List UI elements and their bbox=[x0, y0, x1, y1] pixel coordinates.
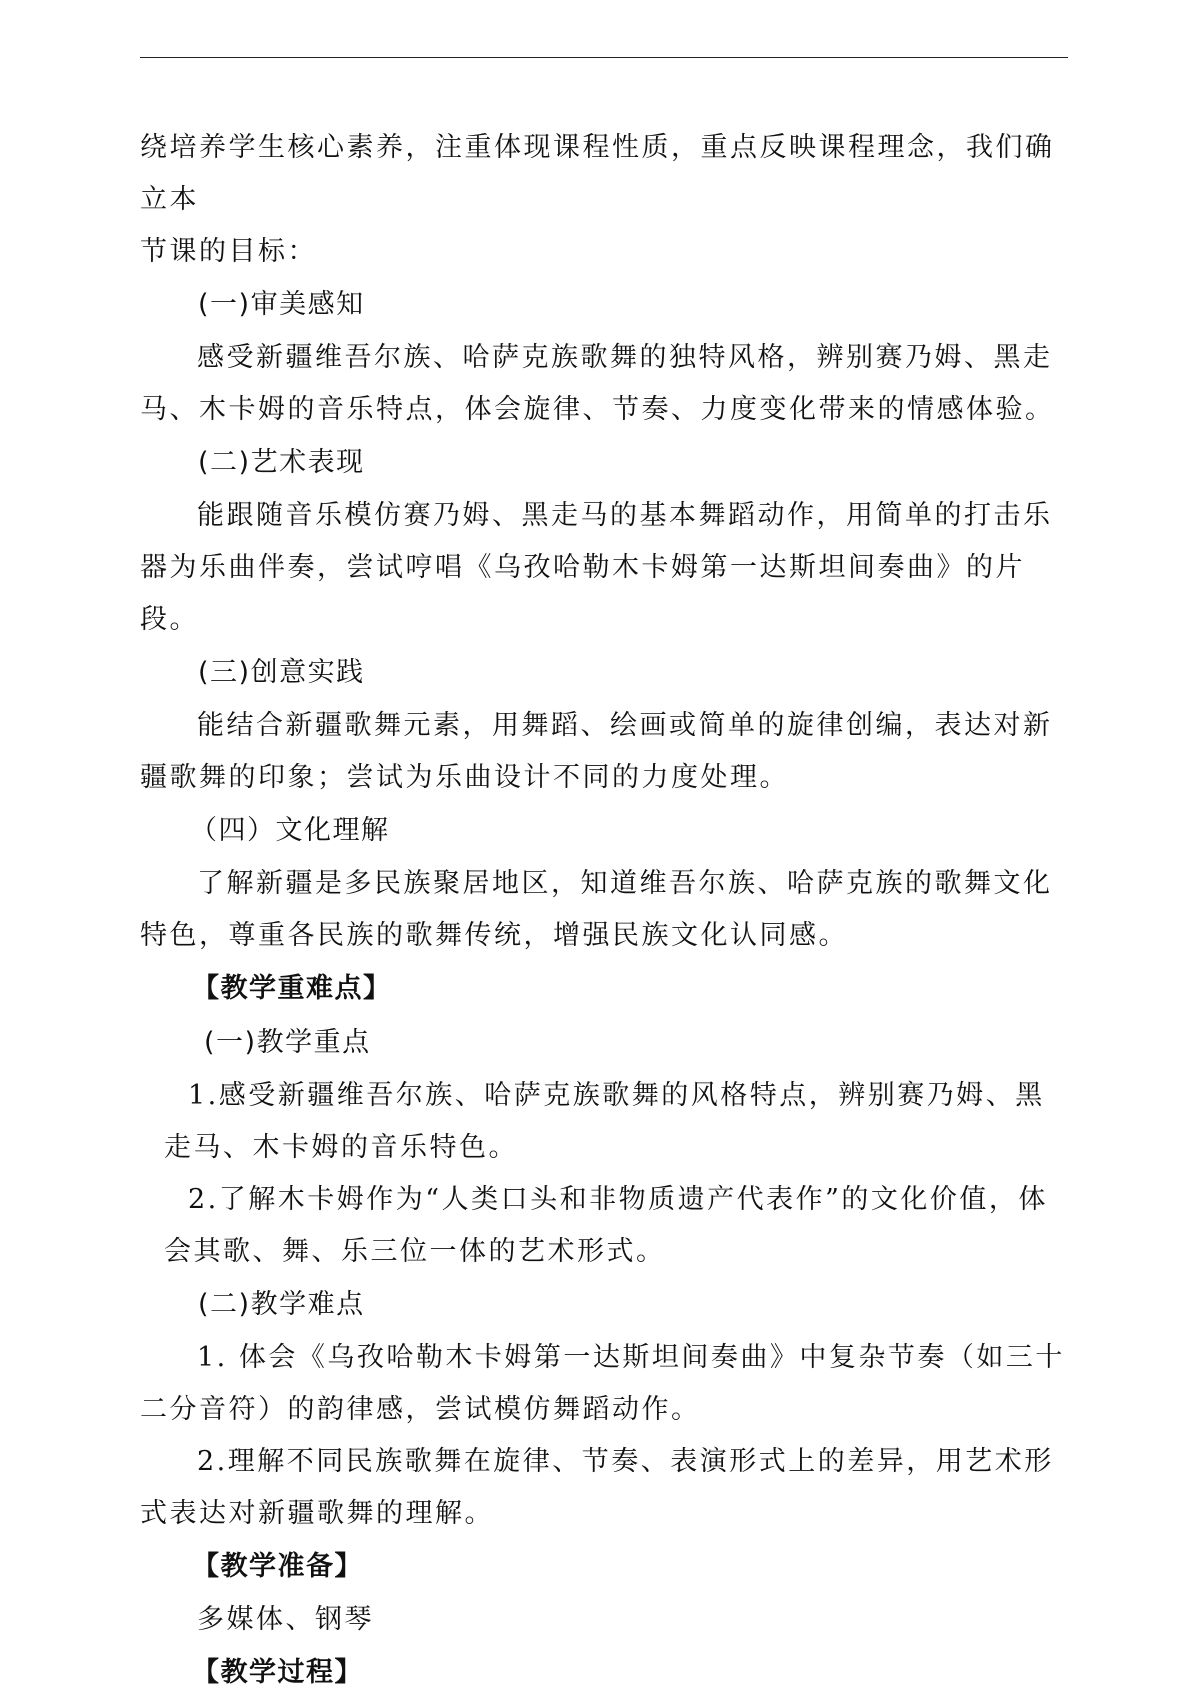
key-points-heading: (一)教学重点 bbox=[204, 1027, 371, 1058]
key-point-item: 2.了解木卡姆作为“人类口头和非物质遗产代表作”的文化价值，体会其歌、舞、乐三位一体的艺术形式。 bbox=[164, 1184, 1048, 1267]
header-rule bbox=[140, 57, 1068, 58]
difficult-point-item: 1. 体会《乌孜哈勒木卡姆第一达斯坦间奏曲》中复杂节奏（如三十二分音符）的韵律感，尝试模仿舞蹈动作。 bbox=[140, 1342, 1065, 1425]
difficult-point-item: 2.理解不同民族歌舞在旋律、节奏、表演形式上的差异，用艺术形式表达对新疆歌舞的理解。 bbox=[140, 1446, 1054, 1529]
goal-heading-creative: (三)创意实践 bbox=[198, 657, 365, 688]
goal-heading-performance: (二)艺术表现 bbox=[198, 447, 365, 478]
document-body bbox=[140, 122, 1070, 1700]
intro-line: 绕培养学生核心素养，注重体现课程性质，重点反映课程理念，我们确立本 bbox=[140, 132, 1055, 215]
goal-text-creative: 能结合新疆歌舞元素，用舞蹈、绘画或简单的旋律创编，表达对新疆歌舞的印象；尝试为乐曲设计不同的力度处理。 bbox=[140, 710, 1053, 793]
difficult-points-heading: (二)教学难点 bbox=[198, 1289, 365, 1320]
preparation-text: 多媒体、钢琴 bbox=[197, 1604, 374, 1635]
section-title-preparation: 【教学准备】 bbox=[192, 1551, 363, 1582]
section-title-process: 【教学过程】 bbox=[192, 1657, 363, 1688]
section-title-key-difficult: 【教学重难点】 bbox=[192, 973, 392, 1004]
goal-heading-culture: （四）文化理解 bbox=[190, 815, 390, 846]
goal-text-performance: 能跟随音乐模仿赛乃姆、黑走马的基本舞蹈动作，用简单的打击乐器为乐曲伴奏，尝试哼唱《乌孜哈勒木卡姆第一达斯坦间奏曲》的片段。 bbox=[140, 500, 1053, 635]
goal-text-culture: 了解新疆是多民族聚居地区，知道维吾尔族、哈萨克族的歌舞文化特色，尊重各民族的歌舞传统，增强民族文化认同感。 bbox=[140, 868, 1053, 951]
goal-heading-aesthetic: (一)审美感知 bbox=[198, 289, 365, 320]
intro-line: 节课的目标： bbox=[140, 236, 317, 267]
key-point-item: 1.感受新疆维吾尔族、哈萨克族歌舞的风格特点，辨别赛乃姆、黑走马、木卡姆的音乐特色。 bbox=[164, 1080, 1045, 1163]
goal-text-aesthetic: 感受新疆维吾尔族、哈萨克族歌舞的独特风格，辨别赛乃姆、黑走马、木卡姆的音乐特点，体会旋律、节奏、力度变化带来的情感体验。 bbox=[140, 342, 1055, 425]
